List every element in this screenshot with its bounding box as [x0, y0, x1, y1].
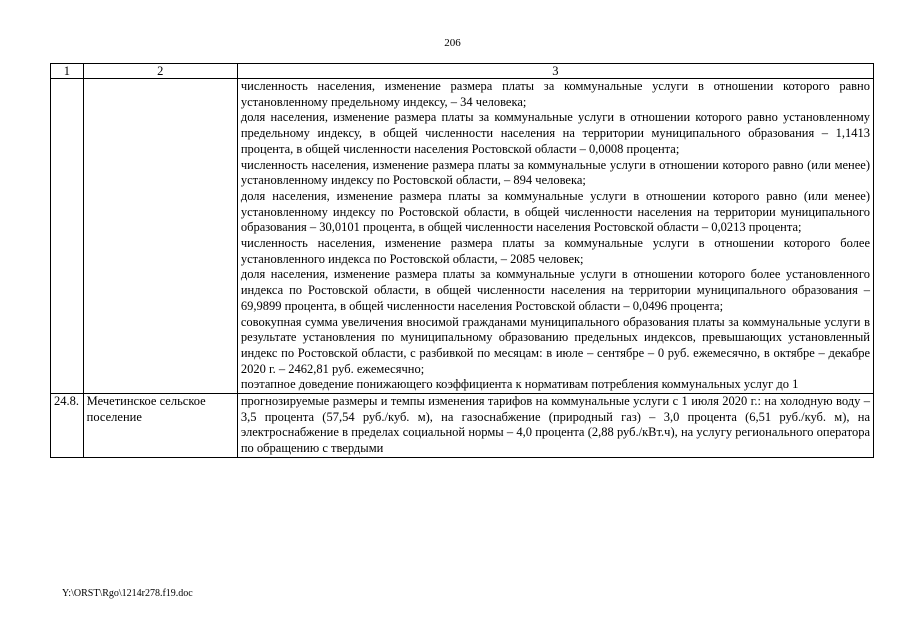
- row-content: [237, 394, 873, 458]
- column-header-3: 3: [237, 64, 873, 79]
- paragraph: доля населения, изменение размера платы за коммунальные услуги в отношении которого равно (или менее) установленному индексу по Ростовской области, в общей численности населения на территории муниципального образования – 30,0101 процента, в общей численности населения Ростовской области – 0,0213 процента;: [240, 188, 870, 235]
- paragraph: доля населения, изменение размера платы за коммунальные услуги в отношении которого равно установленному предельному индексу, в общей численности населения на территории муниципального образования – 1,1413 процента, в общей численности населения Ростовской области – 0,0008 процента;: [240, 110, 870, 156]
- paragraph: доля населения, изменение размера платы за коммунальные услуги в отношении которого более установленного индекса по Ростовской области, в общей численности населения на территории муниципального образования – 69,9899 процента, в общей численности населения Ростовской области – 0,0496 процента;: [240, 267, 870, 313]
- file-path-footer: Y:\ORST\Rgo\1214r278.f19.doc: [62, 588, 193, 599]
- paragraph: численность населения, изменение размера платы за коммунальные услуги в отношении которого равно (или менее) установленному индексу по Ростовской области, – 894 человека;: [240, 157, 870, 188]
- row-number: 24.8.: [51, 394, 84, 458]
- column-header-2: 2: [83, 64, 237, 79]
- document-table: [50, 63, 874, 458]
- table-row: [51, 79, 874, 394]
- paragraph: совокупная сумма увеличения вносимой гражданами муниципального образования платы за коммунальные услуги в результате установления по муниципальному образованию предельных индексов, превышающих установленный индекс по Ростовской области, с разбивкой по месяцам: в июле – сентябре – 0 руб. ежемесячно, в октябре – декабре 2020 г. – 2462,81 руб. ежемесячно;: [240, 314, 870, 376]
- table-row: [51, 394, 874, 458]
- paragraph: численность населения, изменение размера платы за коммунальные услуги в отношении которого более установленного индекса по Ростовской области, – 2085 человек;: [240, 236, 870, 266]
- paragraph: численность населения, изменение размера платы за коммунальные услуги в отношении которого равно установленному предельному индексу, – 34 человека;: [240, 79, 870, 109]
- table-header-row: [51, 64, 874, 79]
- paragraph: поэтапное доведение понижающего коэффициента к нормативам потребления коммунальных услуг до 1: [240, 377, 799, 392]
- column-header-1: 1: [51, 64, 84, 79]
- page-number: 206: [444, 37, 461, 49]
- municipality-name: [83, 79, 237, 394]
- municipality-name: Мечетинское сельское поселение: [83, 394, 237, 458]
- row-content: [237, 79, 873, 394]
- paragraph: прогнозируемые размеры и темпы изменения тарифов на коммунальные услуги с 1 июля 2020 г.: на холодную воду – 3,5 процента (57,54 руб./куб. м), на газоснабжение (природный газ) – 3,0 процента (6,51 руб./куб. м), на электроснабжение в пределах социальной нормы – 4,0 процента (2,88 руб./кВт.ч), на услугу регионального оператора по обращению с твердыми: [240, 394, 870, 456]
- row-number: [51, 79, 84, 394]
